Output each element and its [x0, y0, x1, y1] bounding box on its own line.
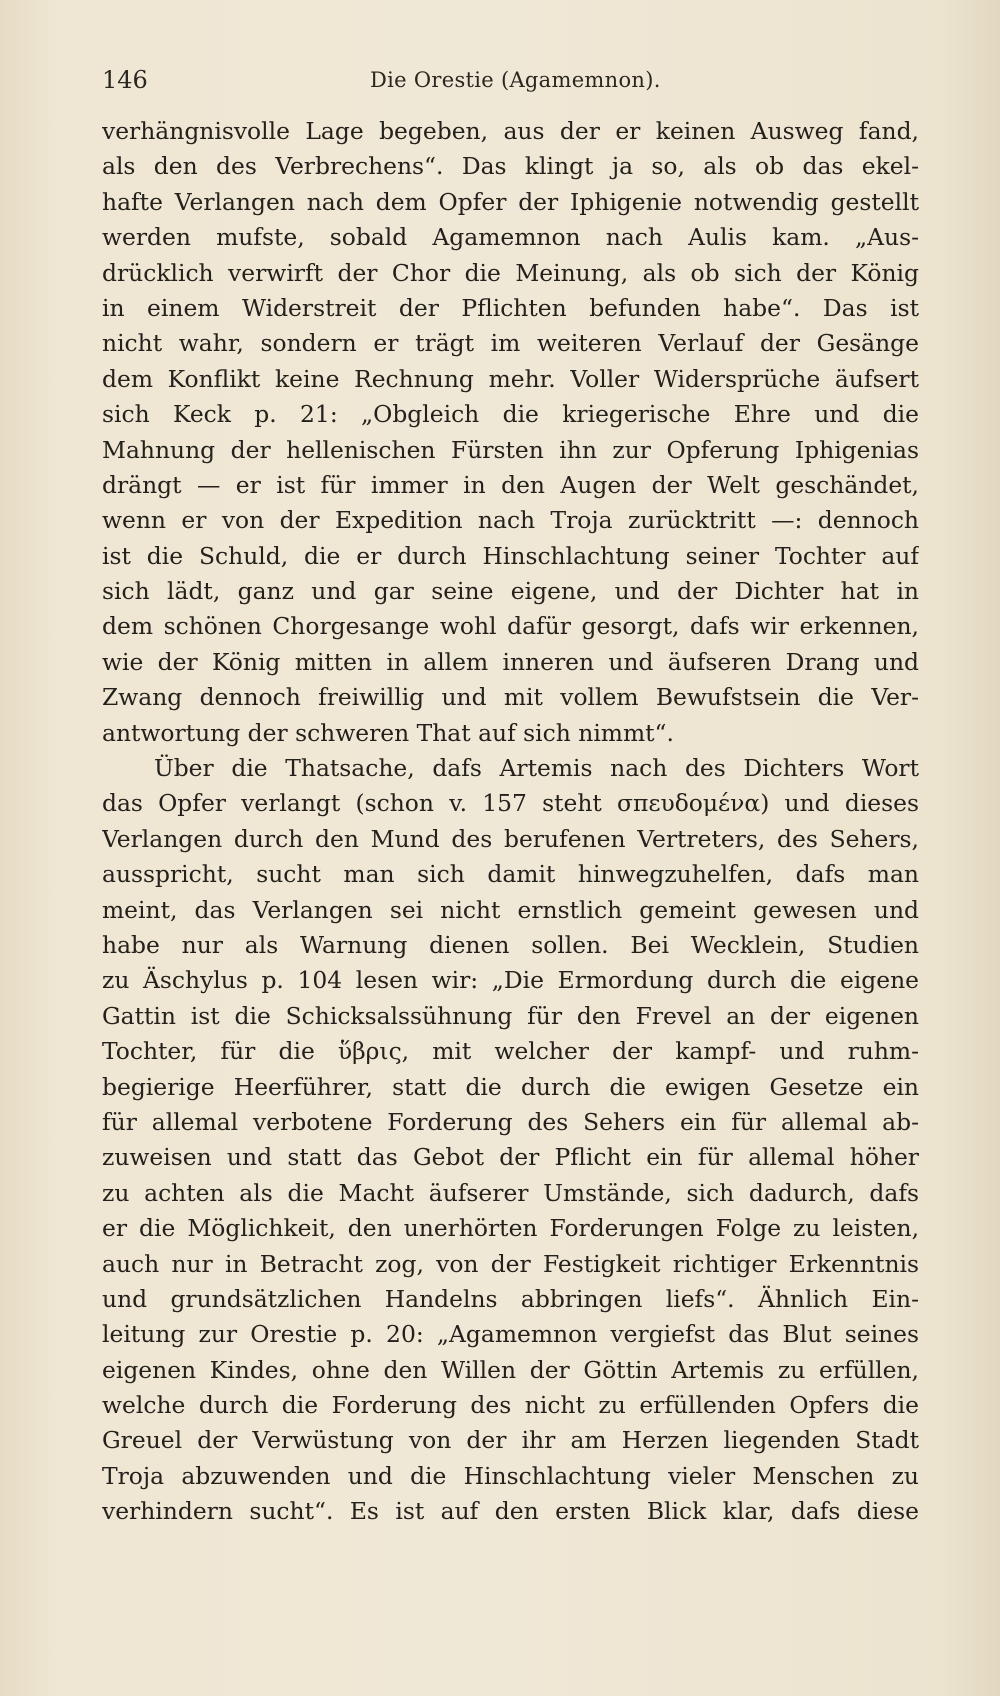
text-line: werden mufste, sobald Agamemnon nach Aulis kam. „Aus-	[102, 223, 919, 252]
text-line: begierige Heerführer, statt die durch die ewigen Gesetze ein	[102, 1072, 919, 1101]
text-line: zuweisen und statt das Gebot der Pflicht ein für allemal höher	[102, 1143, 919, 1172]
text-line: er die Möglichkeit, den unerhörten Forderungen Folge zu leisten,	[102, 1214, 919, 1243]
text-line: das Opfer verlangt (schon v. 157 steht σπευδομένα) und dieses	[102, 789, 919, 818]
text-line: und grundsätzlichen Handelns abbringen liefs“. Ähnlich Ein-	[102, 1284, 919, 1313]
text-line: Über die Thatsache, dafs Artemis nach des Dichters Wort	[154, 754, 919, 783]
text-line: Greuel der Verwüstung von der ihr am Herzen liegenden Stadt	[102, 1426, 919, 1455]
page-number: 146	[102, 66, 148, 94]
text-line: welche durch die Forderung des nicht zu erfüllenden Opfers die	[102, 1391, 919, 1420]
text-line: Tochter, für die ὕβρις, mit welcher der kampf- und ruhm-	[102, 1037, 919, 1066]
text-line: Verlangen durch den Mund des berufenen Vertreters, des Sehers,	[102, 824, 919, 853]
text-line: meint, das Verlangen sei nicht ernstlich gemeint gewesen und	[102, 895, 919, 924]
text-line: dem Konflikt keine Rechnung mehr. Voller Widersprüche äufsert	[102, 364, 919, 393]
body-text	[102, 114, 919, 1530]
running-title: Die Orestie (Agamemnon).	[370, 68, 661, 92]
text-line: drücklich verwirft der Chor die Meinung, als ob sich der König	[102, 258, 919, 287]
text-line: Mahnung der hellenischen Fürsten ihn zur Opferung Iphigenias	[102, 435, 919, 464]
text-line: wenn er von der Expedition nach Troja zurücktritt —: dennoch	[102, 506, 919, 535]
text-line: verhängnisvolle Lage begeben, aus der er keinen Ausweg fand,	[102, 117, 919, 145]
text-line: hafte Verlangen nach dem Opfer der Iphigenie notwendig gestellt	[102, 187, 919, 216]
text-line: nicht wahr, sondern er trägt im weiteren Verlauf der Gesänge	[102, 329, 919, 358]
text-line: ist die Schuld, die er durch Hinschlachtung seiner Tochter auf	[102, 541, 919, 570]
page-header	[102, 66, 912, 100]
text-line: sich Keck p. 21: „Obgleich die kriegerische Ehre und die	[102, 400, 919, 429]
text-line: eigenen Kindes, ohne den Willen der Göttin Artemis zu erfüllen,	[102, 1355, 919, 1384]
text-line: sich lädt, ganz und gar seine eigene, und der Dichter hat in	[102, 577, 919, 606]
text-line: wie der König mitten in allem inneren und äufseren Drang und	[102, 647, 919, 676]
text-line: ausspricht, sucht man sich damit hinwegzuhelfen, dafs man	[102, 860, 919, 889]
text-line: zu achten als die Macht äufserer Umstände, sich dadurch, dafs	[102, 1178, 919, 1207]
text-line: in einem Widerstreit der Pflichten befunden habe“. Das ist	[102, 293, 919, 322]
text-line: Zwang dennoch freiwillig und mit vollem Bewufstsein die Ver-	[102, 683, 919, 712]
text-line: Troja abzuwenden und die Hinschlachtung vieler Menschen zu	[102, 1461, 919, 1490]
text-line: auch nur in Betracht zog, von der Festigkeit richtiger Erkenntnis	[102, 1249, 919, 1278]
text-line: antwortung der schweren That auf sich nimmt“.	[102, 718, 674, 747]
text-line: drängt — er ist für immer in den Augen der Welt geschändet,	[102, 470, 919, 499]
text-line: dem schönen Chorgesange wohl dafür gesorgt, dafs wir erkennen,	[102, 612, 919, 641]
text-line: als den des Verbrechens“. Das klingt ja so, als ob das ekel-	[102, 152, 919, 181]
text-line: für allemal verbotene Forderung des Sehers ein für allemal ab-	[102, 1107, 919, 1136]
text-line: leitung zur Orestie p. 20: „Agamemnon vergiefst das Blut seines	[102, 1320, 919, 1349]
text-line: habe nur als Warnung dienen sollen. Bei Wecklein, Studien	[102, 930, 919, 959]
text-line: Gattin ist die Schicksalssühnung für den Frevel an der eigenen	[102, 1001, 919, 1030]
text-line: verhindern sucht“. Es ist auf den ersten Blick klar, dafs diese	[102, 1497, 919, 1526]
text-line: zu Äschylus p. 104 lesen wir: „Die Ermordung durch die eigene	[102, 966, 919, 995]
